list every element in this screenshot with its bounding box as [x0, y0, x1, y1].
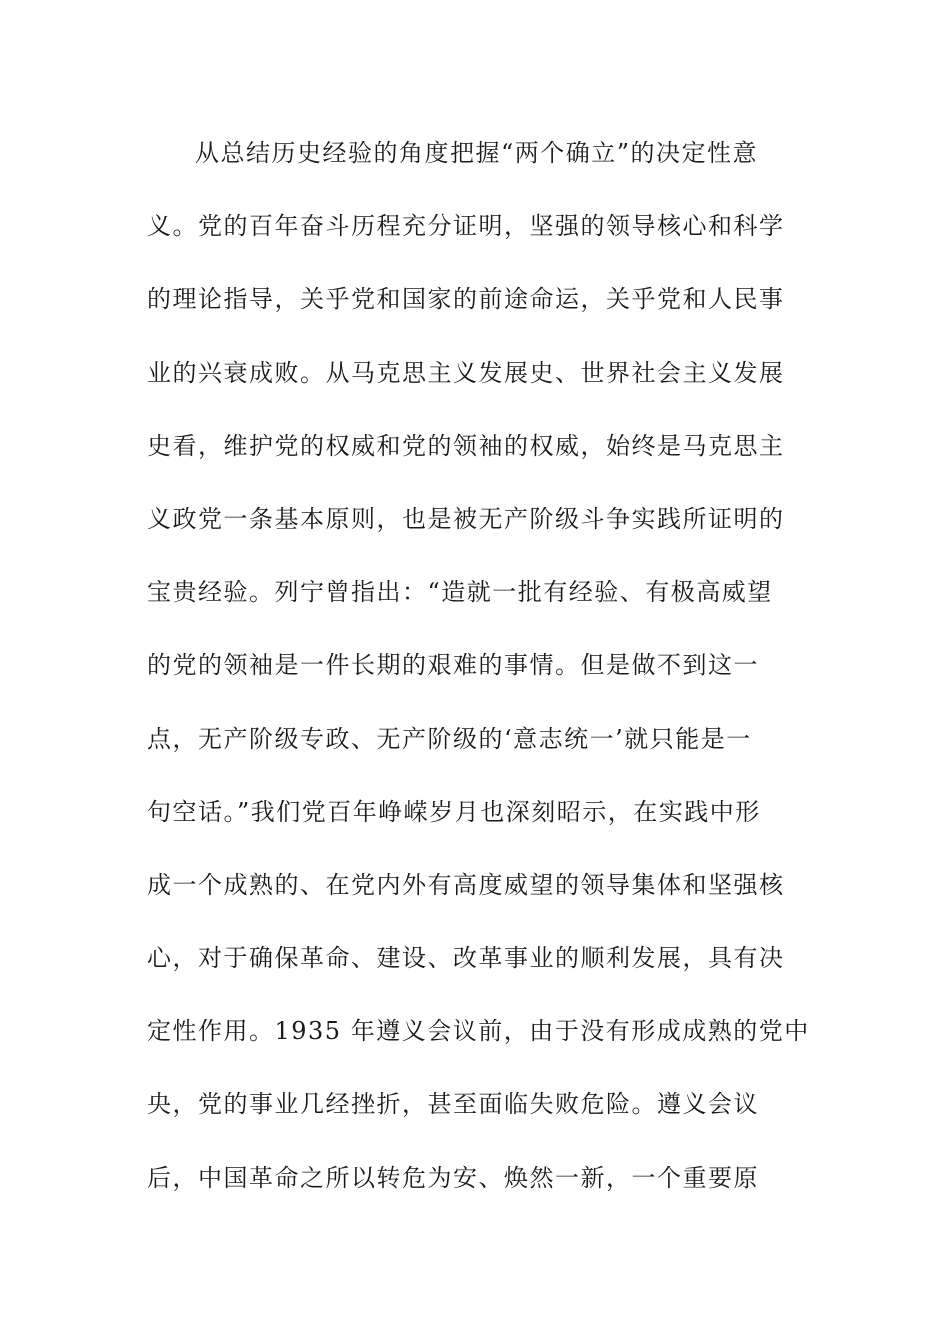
- text-line: 成一个成熟的、在党内外有高度威望的领导集体和坚强核: [147, 870, 785, 899]
- text-line: 的理论指导，关乎党和国家的前途命运，关乎党和人民事: [147, 285, 785, 314]
- body-paragraph: [147, 133, 810, 1231]
- text-line: 的党的领袖是一件长期的艰难的事情。但是做不到这一: [147, 651, 759, 680]
- text-line: 句空话。”我们党百年峥嵘岁月也深刻昭示，在实践中形: [147, 797, 761, 826]
- text-line: 后，中国革命之所以转危为安、焕然一新，一个重要原: [147, 1163, 759, 1192]
- text-line: 业的兴衰成败。从马克思主义发展史、世界社会主义发展: [147, 358, 785, 387]
- text-line: 点，无产阶级专政、无产阶级的‘意志统一’就只能是一: [147, 724, 752, 753]
- text-line: 定性作用。1935 年遵义会议前，由于没有形成成熟的党中: [147, 1017, 810, 1046]
- text-line: 从总结历史经验的角度把握“两个确立”的决定性意: [195, 139, 759, 167]
- text-line: 心，对于确保革命、建设、改革事业的顺利发展，具有决: [147, 944, 785, 973]
- text-line: 义政党一条基本原则，也是被无产阶级斗争实践所证明的: [147, 504, 785, 533]
- text-line: 央，党的事业几经挫折，甚至面临失败危险。遵义会议: [147, 1090, 759, 1119]
- text-line: 义。党的百年奋斗历程充分证明，坚强的领导核心和科学: [147, 212, 785, 241]
- text-line: 史看，维护党的权威和党的领袖的权威，始终是马克思主: [147, 431, 785, 460]
- text-line: 宝贵经验。列宁曾指出：“造就一批有经验、有极高威望: [147, 578, 773, 607]
